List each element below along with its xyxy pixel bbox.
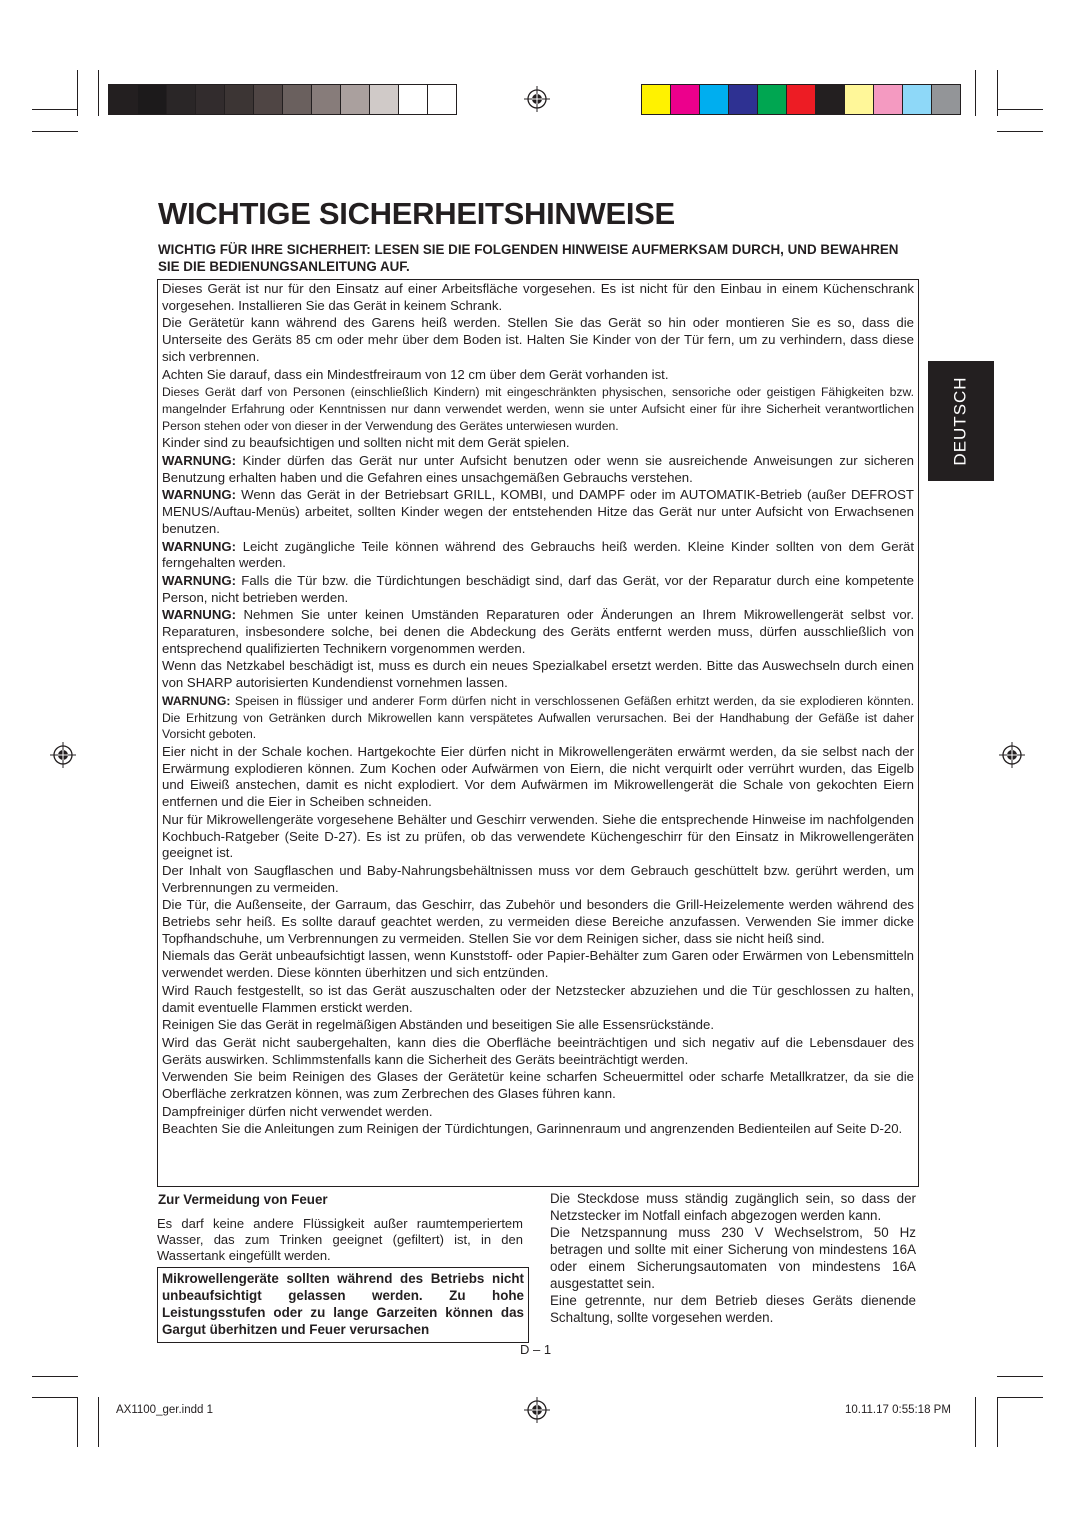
- paragraph-text: Beachten Sie die Anleitungen zum Reinigen der Türdichtungen, Garinnenraum und angrenzenden Bedienteilen auf Seite D-20.: [162, 1121, 903, 1137]
- paragraph-text: Eier nicht in der Schale kochen. Hartgekochte Eier dürfen nicht in Mikrowellengeräten erwärmt werden, da sie selbst nach der Erwärmung explodieren können. Zum Kochen oder Aufwärmen von Eiern, die nicht verquirlt oder verrührt wurden, das Eigelb und Eiweiß anstechen, damit es nicht explodiert. Vor dem Aufwärmen im Mikrowellengerät die Schale von gekochten Eiern entfernen und die Eier in Scheiben schneiden.: [162, 743, 914, 810]
- fire-section-heading: Zur Vermeidung von Feuer: [158, 1192, 328, 1207]
- warning-label: WARNUNG:: [162, 538, 236, 554]
- paragraph-text: Dampfreiniger dürfen nicht verwendet werden.: [162, 1103, 433, 1119]
- crop-mark: [77, 1397, 78, 1447]
- color-swatch: [166, 84, 196, 115]
- paragraph-text: Dieses Gerät ist nur für den Einsatz auf einer Arbeitsfläche vorgesehen. Es ist nicht für den Einbau in einem Küchenschrank vorgesehen. Installieren Sie das Gerät in keinem Schrank.: [162, 281, 914, 313]
- color-swatch: [873, 84, 903, 115]
- color-swatch: [844, 84, 874, 115]
- warning-label: WARNUNG:: [162, 487, 236, 503]
- safety-paragraph: [162, 607, 914, 657]
- fire-warning-box: Mikrowellengeräte sollten während des Betriebs nicht unbeaufsichtigt gelassen werden. Zu hohe Leistungsstufen oder zu lange Garzeiten können das Gargut überhitzen und Feuer verursachen: [157, 1267, 529, 1343]
- paragraph-text: Niemals das Gerät unbeaufsichtigt lassen, wenn Kunststoff- oder Papier-Behälter zum Garen oder Erwärmen von Lebensmitteln verwendet werden. Diese könnten überhitzen und sich entzünden.: [162, 948, 914, 981]
- page-subtitle: WICHTIG FÜR IHRE SICHERHEIT: LESEN SIE DIE FOLGENDEN HINWEISE AUFMERKSAM DURCH, UND BEWAHREN SIE DIE BEDIENUNGSANLEITUNG AUF.: [158, 242, 899, 274]
- color-swatch: [195, 84, 225, 115]
- color-swatch: [786, 84, 816, 115]
- power-supply-notes: [550, 1190, 916, 1326]
- page-title: WICHTIGE SICHERHEITSHINWEISE: [158, 196, 675, 231]
- warning-label: WARNUNG:: [162, 453, 236, 469]
- power-note: Die Steckdose muss ständig zugänglich sein, so dass der Netzstecker im Notfall einfach abgezogen werden kann.: [550, 1191, 916, 1223]
- safety-paragraph: [162, 897, 914, 947]
- safety-paragraph: [162, 453, 914, 486]
- safety-paragraph: [162, 658, 914, 691]
- crop-mark: [98, 1397, 99, 1447]
- paragraph-text: Speisen in flüssiger und anderer Form dürfen nicht in verschlossenen Gefäßen erhitzt werden, da sie explodieren könnten. Die Erhitzung von Getränken durch Mikrowellen kann verspätetes Aufwallen verursachen. Bei der Handhabung der Gefäße ist daher Vorsicht geboten.: [162, 693, 914, 742]
- safety-paragraph: [162, 367, 914, 384]
- crop-mark: [32, 109, 78, 110]
- safety-paragraph: [162, 281, 914, 314]
- power-note: Die Netzspannung muss 230 V Wechselstrom, 50 Hz betragen und sollte mit einer Sicherung von mindestens 16A oder einem Sicherungsautomaten von mindestens 16A ausgestattet sein.: [550, 1225, 916, 1291]
- safety-paragraph: [162, 573, 914, 606]
- paragraph-text: Falls die Tür bzw. die Türdichtungen beschädigt sind, darf das Gerät, vor der Reparatur durch eine kompetente Person, nicht betrieben werden.: [162, 572, 915, 605]
- crop-mark: [997, 109, 1043, 110]
- paragraph-text: Dieses Gerät darf von Personen (einschließlich Kindern) mit eingeschränkten physischen, sensoriche oder geistigen Fähigkeiten bzw. mangelnder Erfahrung oder Kenntnissen nur dann verwendet werden, wenn sie unter Aufsicht einer für ihre Sicherheit verantwortlichen Person stehen oder von dieser in der Verwendung des Gerätes unterwiesen wurden.: [162, 385, 914, 433]
- color-swatch: [311, 84, 341, 115]
- color-swatch: [699, 84, 729, 115]
- fire-section-text: Es darf keine andere Flüssigkeit außer raumtemperiertem Wasser, das zum Trinken geeignet (gefiltert) ist, in den Wassertank eingefüllt werden.: [157, 1216, 523, 1263]
- crop-mark: [98, 70, 99, 116]
- safety-paragraph: [162, 539, 914, 572]
- color-swatch: [253, 84, 283, 115]
- color-swatch: [137, 84, 167, 115]
- paragraph-text: Wird das Gerät nicht saubergehalten, kann dies die Oberfläche beeinträchtigen und sich negativ auf die Lebensdauer des Geräts auswirken. Schlimmstenfalls kann die Sicherheit des Geräts beeinträchtigt werden.: [162, 1034, 914, 1067]
- warning-label: WARNUNG:: [162, 572, 236, 588]
- crop-mark: [77, 70, 78, 116]
- paragraph-text: Die Gerätetür kann während des Garens heiß werden. Stellen Sie das Gerät so hin oder montieren Sie es so, dass die Unterseite des Geräts 85 cm oder mehr über dem Boden ist. Halten Sie Kinder von der Tür fern, um zu verhindern, dass diese sich verbrennen.: [162, 315, 914, 364]
- color-swatch: [282, 84, 312, 115]
- color-swatch: [815, 84, 845, 115]
- crop-mark: [997, 131, 1043, 132]
- safety-paragraph: [162, 1035, 914, 1068]
- paragraph-text: Verwenden Sie beim Reinigen des Glases der Gerätetür keine scharfen Scheuermittel oder scharfe Metallkratzer, da sie die Oberfläche zerkratzen können, was zum Zerbrechen des Glases führen kann.: [162, 1069, 914, 1102]
- paragraph-text: Achten Sie darauf, dass ein Mindestfreiraum von 12 cm über dem Gerät vorhanden ist.: [162, 366, 669, 382]
- safety-paragraph: [162, 1121, 914, 1138]
- registration-mark-icon: [524, 1397, 550, 1423]
- safety-paragraph: [162, 435, 914, 452]
- warning-label: WARNUNG:: [162, 693, 231, 708]
- paragraph-text: Wenn das Gerät in der Betriebsart GRILL, KOMBI, und DAMPF oder im AUTOMATIK-Betrieb (außer DEFROST MENUS/Auftau-Menüs) arbeitet, sollten Kinder wegen der entstehenden Hitze das Gerät nur unter Aufsicht von Erwachsenen benutzen.: [162, 487, 914, 536]
- safety-paragraph: [162, 744, 914, 811]
- crop-mark: [32, 1397, 78, 1398]
- registration-mark-icon: [524, 86, 550, 112]
- safety-paragraph: [162, 693, 914, 743]
- crop-mark: [997, 1397, 1043, 1398]
- crop-mark: [32, 1376, 78, 1377]
- paragraph-text: Reinigen Sie das Gerät in regelmäßigen Abständen und beseitigen Sie alle Essensrückstände.: [162, 1017, 715, 1033]
- color-swatch: [902, 84, 932, 115]
- page-number: D – 1: [520, 1342, 552, 1357]
- registration-mark-icon: [50, 742, 76, 768]
- warning-label: WARNUNG:: [162, 607, 236, 623]
- color-swatch: [728, 84, 758, 115]
- process-color-bar: [641, 84, 960, 115]
- paragraph-text: Nur für Mikrowellengeräte vorgesehene Behälter und Geschirr verwenden. Siehe die entsprechende Hinweise im nachfolgenden Kochbuch-Ratgeber (Seite D-27). Es ist zu prüfen, ob das verwendete Küchengeschirr für den Einsatz in Mikrowellengeräten geeignet ist.: [162, 811, 914, 861]
- registration-mark-icon: [999, 742, 1025, 768]
- color-swatch: [427, 84, 457, 115]
- paragraph-text: Nehmen Sie unter keinen Umständen Reparaturen oder Änderungen an Ihrem Mikrowellengerät selbst vor. Reparaturen, insbesondere solche, bei denen die Abdeckung des Geräts entfernt werden muss, dürfen ausschließlich von entsprechend qualifizierten Technikern vorgenommen werden.: [162, 607, 914, 656]
- crop-mark: [975, 70, 976, 116]
- color-swatch: [670, 84, 700, 115]
- paragraph-text: Die Tür, die Außenseite, der Garraum, das Geschirr, das Zubehör und besonders die Grill-Heizelemente werden während des Betriebs sehr heiß. Es sollte darauf geachtet werden, zu vermeiden diese Bereiche anzufassen. Verwenden Sie immer dicke Topfhandschuhe, um Verbrennungen zu vermeiden. Stellen Sie vor dem Reinigen sicher, dass sie nicht heiß sind.: [162, 897, 914, 946]
- paragraph-text: Leicht zugängliche Teile können während des Gebrauchs heiß werden. Kleine Kinder sollten von dem Gerät ferngehalten werden.: [162, 538, 914, 571]
- color-swatch: [108, 84, 138, 115]
- safety-paragraph: [162, 1104, 914, 1121]
- paragraph-text: Wenn das Netzkabel beschädigt ist, muss es durch ein neues Spezialkabel ersetzt werden. Bitte das Auswechseln durch einen von SHARP autorisierten Kundendienst vornehmen lassen.: [162, 658, 914, 691]
- paragraph-text: Wird Rauch festgestellt, so ist das Gerät auszuschalten oder der Netzstecker abzuziehen und die Tür geschlossen zu halten, damit eventuelle Flammen erstickt werden.: [162, 982, 914, 1015]
- safety-paragraph: [162, 1069, 914, 1102]
- safety-paragraph: [162, 983, 914, 1016]
- grayscale-bar: [108, 84, 456, 115]
- safety-paragraph: [162, 1017, 914, 1034]
- paragraph-text: Der Inhalt von Saugflaschen und Baby-Nahrungsbehältnissen muss vor dem Gebrauch geschüttelt bzw. gerührt werden, um Verbrennungen zu vermeiden.: [162, 862, 914, 895]
- file-slug: AX1100_ger.indd 1: [116, 1404, 213, 1416]
- crop-mark: [997, 1397, 998, 1447]
- safety-paragraph: [162, 315, 914, 365]
- crop-mark: [997, 70, 998, 116]
- safety-paragraph: [162, 812, 914, 862]
- color-swatch: [931, 84, 961, 115]
- crop-mark: [32, 131, 78, 132]
- color-swatch: [340, 84, 370, 115]
- crop-mark: [997, 1376, 1043, 1377]
- safety-paragraph: [162, 948, 914, 981]
- safety-paragraph: [162, 863, 914, 896]
- paragraph-text: Kinder sind zu beaufsichtigen und sollten nicht mit dem Gerät spielen.: [162, 435, 570, 451]
- language-tab: [928, 361, 994, 481]
- color-swatch: [369, 84, 399, 115]
- color-swatch: [398, 84, 428, 115]
- safety-paragraph: [162, 384, 914, 434]
- language-tab-label: DEUTSCH: [951, 376, 971, 466]
- color-swatch: [641, 84, 671, 115]
- power-note: Eine getrennte, nur dem Betrieb dieses Geräts dienende Schaltung, sollte vorgesehen werden.: [550, 1293, 916, 1325]
- print-timestamp: 10.11.17 0:55:18 PM: [845, 1404, 951, 1416]
- color-swatch: [757, 84, 787, 115]
- safety-notices: [162, 281, 914, 1139]
- safety-paragraph: [162, 487, 914, 537]
- crop-mark: [975, 1397, 976, 1447]
- color-swatch: [224, 84, 254, 115]
- paragraph-text: Kinder dürfen das Gerät nur unter Aufsicht benutzen oder wenn sie ausreichende Anweisungen zur sicheren Benutzung erhalten haben und die Gefahren eines unsachgemäßen Gebrauchs verstehen.: [162, 453, 914, 485]
